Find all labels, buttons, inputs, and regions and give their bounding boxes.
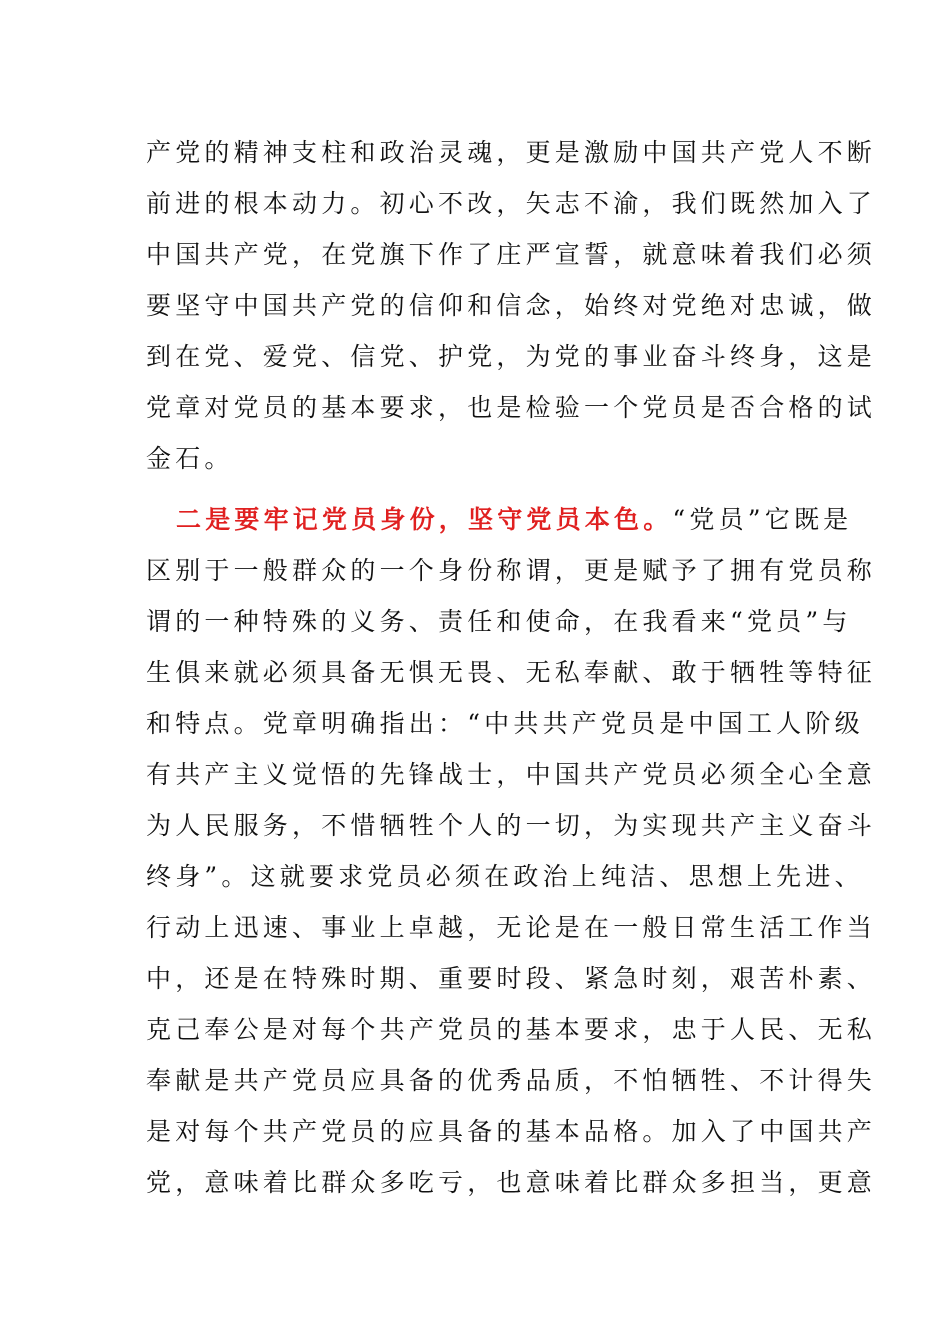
paragraph-line: 要坚守中国共产党的信仰和信念，始终对党绝对忠诚，做	[146, 291, 877, 320]
paragraph-line: 党，意味着比群众多吃亏，也意味着比群众多担当，更意	[146, 1168, 877, 1197]
paragraph-2	[146, 494, 877, 1208]
paragraph-line: 和特点。党章明确指出：“中共共产党员是中国工人阶级	[146, 709, 864, 738]
paragraph-line-rest: “党员”它既是	[672, 505, 853, 534]
paragraph-1	[146, 127, 877, 484]
paragraph-line: 产党的精神支柱和政治灵魂，更是激励中国共产党人不断	[146, 138, 877, 167]
paragraph-line: 区别于一般群众的一个身份称谓，更是赋予了拥有党员称	[146, 556, 877, 585]
paragraph-line: 金石。	[146, 444, 234, 473]
paragraph-line: 到在党、爱党、信党、护党，为党的事业奋斗终身，这是	[146, 342, 877, 371]
section-heading: 二是要牢记党员身份，坚守党员本色。	[176, 505, 673, 534]
paragraph-line: 谓的一种特殊的义务、责任和使命，在我看来“党员”与	[146, 607, 852, 636]
paragraph-line: 生俱来就必须具备无惧无畏、无私奉献、敢于牺牲等特征	[146, 658, 877, 687]
paragraph-line: 行动上迅速、事业上卓越，无论是在一般日常生活工作当	[146, 913, 877, 942]
paragraph-line: 中，还是在特殊时期、重要时段、紧急时刻，艰苦朴素、	[146, 964, 877, 993]
paragraph-line: 克己奉公是对每个共产党员的基本要求，忠于人民、无私	[146, 1015, 877, 1044]
paragraph-first-line	[146, 494, 853, 545]
paragraph-line: 党章对党员的基本要求，也是检验一个党员是否合格的试	[146, 393, 877, 422]
paragraph-line: 为人民服务，不惜牺牲个人的一切，为实现共产主义奋斗	[146, 811, 877, 840]
paragraph-line: 前进的根本动力。初心不改，矢志不渝，我们既然加入了	[146, 189, 877, 218]
paragraph-line: 有共产主义觉悟的先锋战士，中国共产党员必须全心全意	[146, 760, 877, 789]
paragraph-line: 是对每个共产党员的应具备的基本品格。加入了中国共产	[146, 1117, 877, 1146]
paragraph-line: 终身”。这就要求党员必须在政治上纯洁、思想上先进、	[146, 862, 864, 891]
paragraph-line: 奉献是共产党员应具备的优秀品质，不怕牺牲、不计得失	[146, 1066, 877, 1095]
paragraph-line: 中国共产党，在党旗下作了庄严宣誓，就意味着我们必须	[146, 240, 877, 269]
